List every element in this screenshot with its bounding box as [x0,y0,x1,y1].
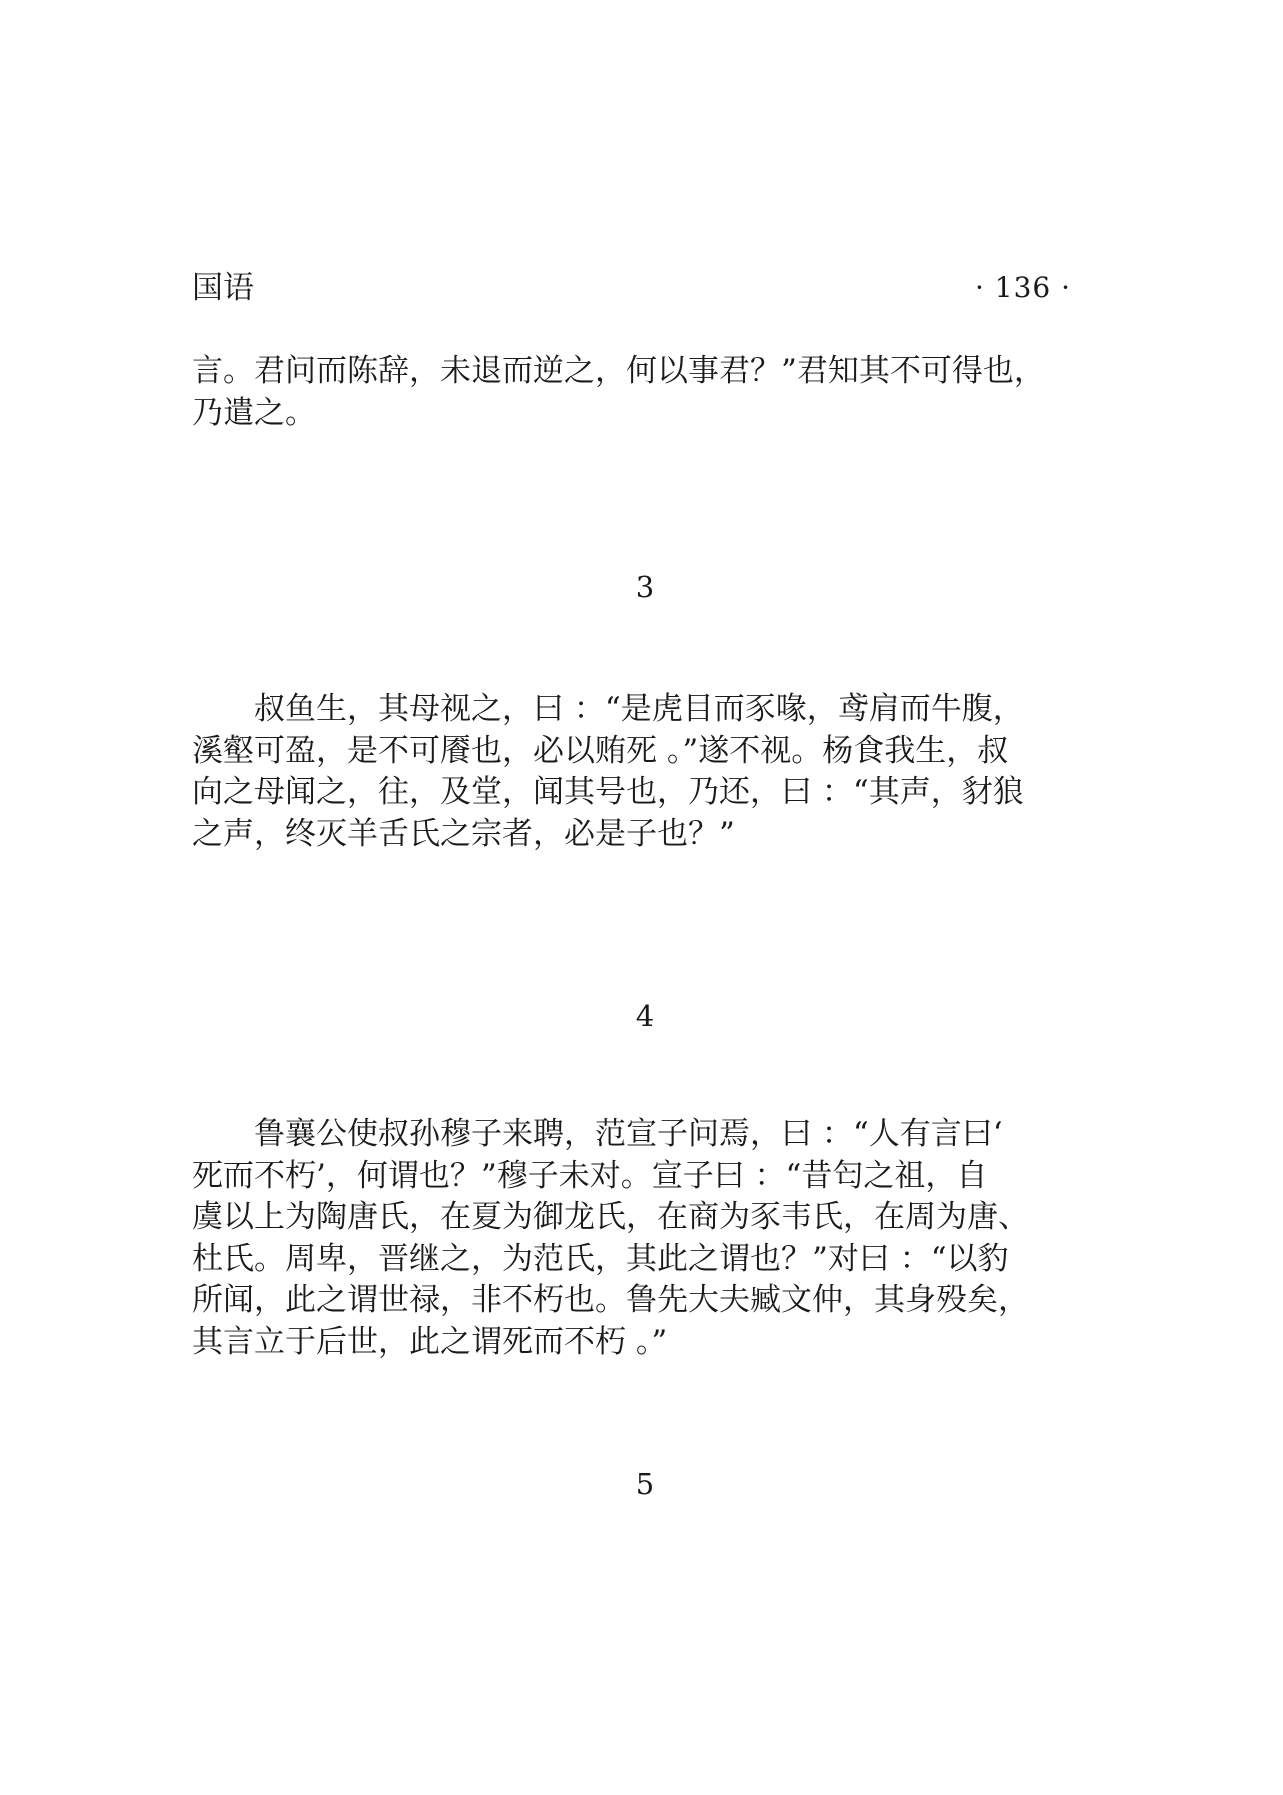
text-line: 其言立于后世，此之谓死而不朽 。” [192,1323,668,1360]
page-number: · 136 · [975,271,1072,304]
text-line: 杜氏。周卑，晋继之，为范氏，其此之谓也？”对曰 ：“以豹 [192,1240,1009,1277]
section-number: 5 [635,1467,655,1501]
section-number: 4 [635,999,655,1033]
text-line: 向之母闻之，往，及堂，闻其号也，乃还，曰 ：“其声，豺狼 [192,774,1024,810]
text-line: 之声，终灭羊舌氏之宗者，必是子也？” [192,815,735,852]
text-line: 言。君问而陈辞，未退而逆之，何以事君？”君知其不可得也， [192,353,1045,389]
text-line: 乃遣之。 [192,394,316,431]
paragraph-continuation [192,351,1092,434]
paragraph-section-4 [192,1114,1092,1363]
paragraph-section-3 [192,689,1092,855]
text-line: 鲁襄公使叔孙穆子来聘，范宣子问焉，曰 ：“人有言曰‘ [192,1116,1003,1152]
text-line: 所闻，此之谓世禄，非不朽也。鲁先大夫臧文仲，其身殁矣， [192,1282,1029,1318]
text-line: 虞以上为陶唐氏，在夏为御龙氏，在商为豕韦氏，在周为唐、 [192,1199,1029,1235]
text-line: 溪壑可盈，是不可餍也，必以贿死 。”遂不视。杨食我生，叔 [192,732,1009,769]
book-title: 国语 [192,270,254,306]
section-number: 3 [635,570,655,604]
text-line: 叔鱼生，其母视之，曰 ：“是虎目而豕喙，鸢肩而牛腹， [192,691,1024,727]
text-line: 死而不朽’，何谓也？”穆子未对。宣子曰 ：“昔匄之祖，自 [192,1157,988,1194]
